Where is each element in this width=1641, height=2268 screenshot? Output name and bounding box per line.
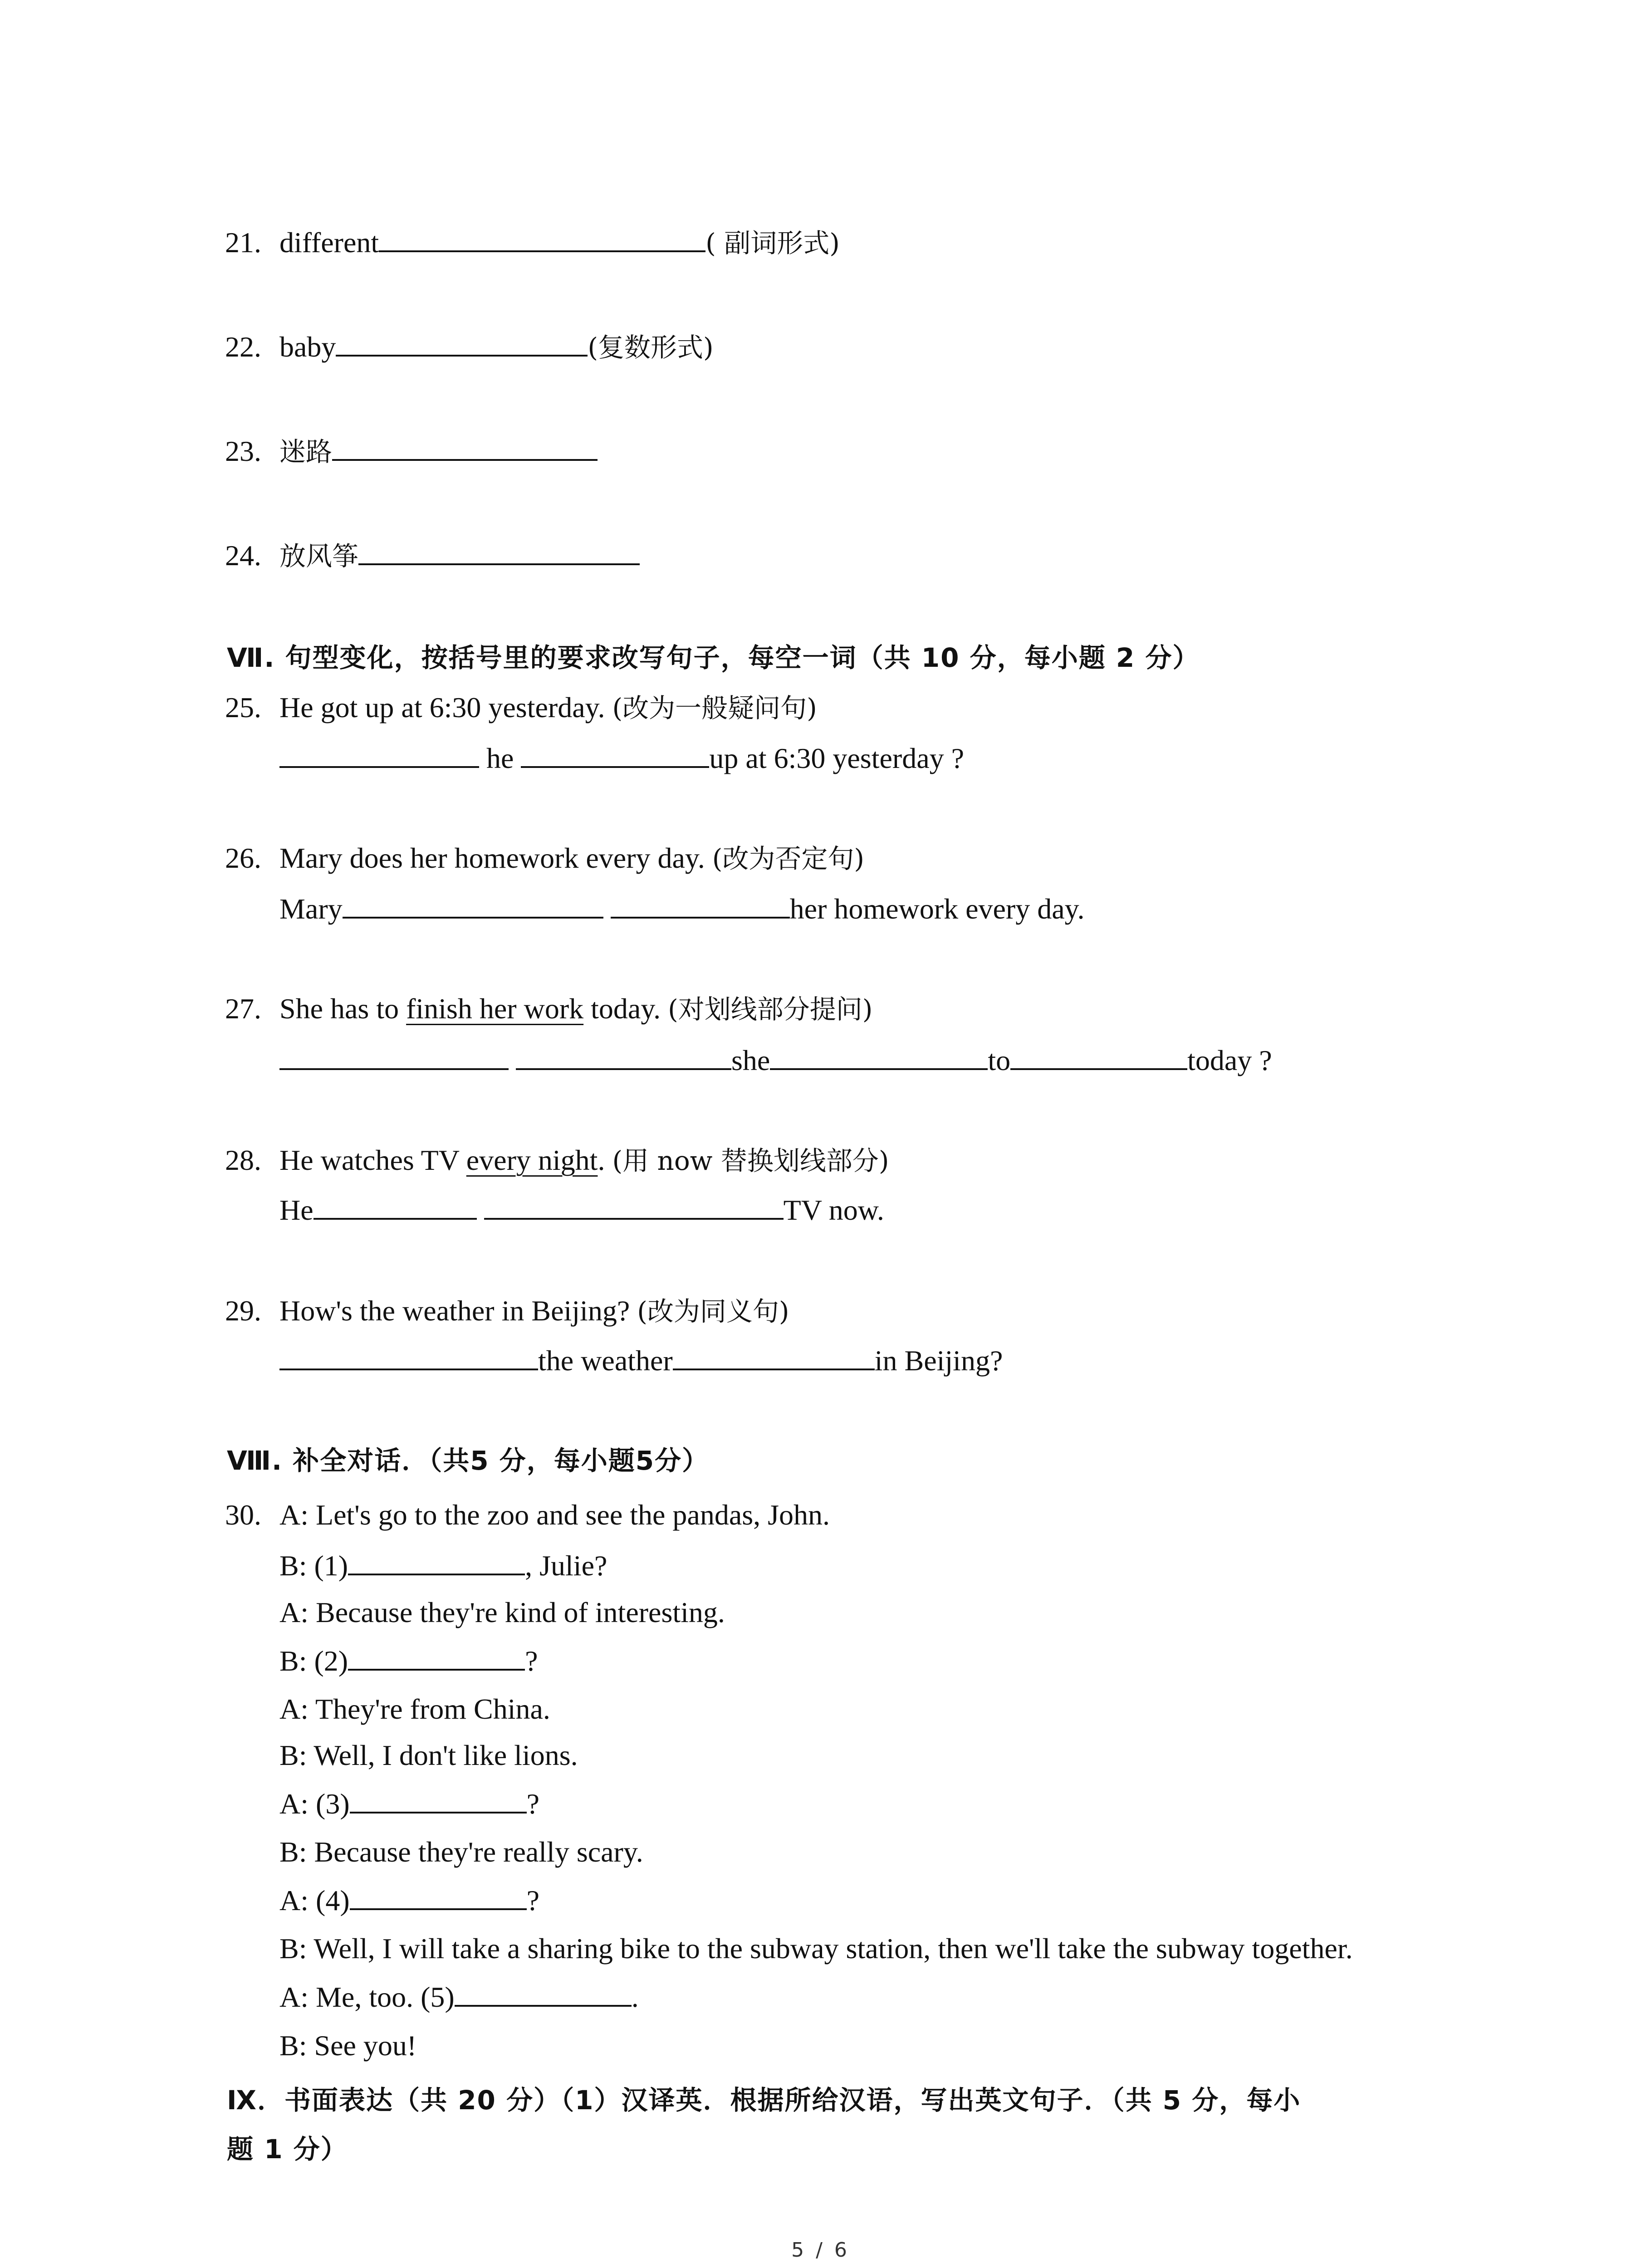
section-9-title: Ⅸ．书面表达（共 20 分）（1）汉译英．根据所给汉语，写出英文句子．（共 5 分，每小 bbox=[227, 2085, 1301, 2116]
answer-blank[interactable] bbox=[279, 1043, 509, 1070]
dialogue-line: A: They're from China. bbox=[279, 1693, 550, 1725]
answer-line-25 bbox=[279, 740, 964, 777]
dialogue-text: ? bbox=[526, 1884, 540, 1916]
question-number: 21. bbox=[225, 226, 261, 259]
question-number: 29. bbox=[225, 1295, 261, 1327]
answer-blank[interactable] bbox=[336, 329, 588, 357]
dialogue-text: ? bbox=[526, 1788, 540, 1820]
underlined-phrase: finish her work bbox=[406, 992, 584, 1025]
answer-blank[interactable] bbox=[1010, 1043, 1187, 1070]
question-21 bbox=[225, 225, 840, 261]
dialogue-line: B: Because they're really scary. bbox=[279, 1836, 643, 1868]
question-24 bbox=[225, 538, 640, 574]
answer-text: her homework every day. bbox=[789, 893, 1085, 925]
answer-blank[interactable] bbox=[455, 1980, 632, 2007]
dialogue-line bbox=[279, 1882, 539, 1919]
hint: (改为否定句) bbox=[712, 843, 865, 874]
dialogue-line bbox=[279, 1786, 539, 1822]
hint: ( 副词形式) bbox=[705, 228, 840, 259]
answer-text: he bbox=[479, 742, 521, 774]
dialogue-text: . bbox=[631, 1981, 639, 2013]
question-30 bbox=[225, 1497, 830, 1533]
question-29 bbox=[225, 1293, 789, 1329]
answer-line-29 bbox=[279, 1343, 1003, 1379]
dialogue-speaker-text: A: (4) bbox=[279, 1884, 350, 1916]
question-25 bbox=[225, 689, 817, 726]
answer-text: to bbox=[988, 1044, 1011, 1076]
answer-blank[interactable] bbox=[673, 1343, 875, 1370]
question-number: 23. bbox=[225, 435, 261, 467]
question-28 bbox=[225, 1142, 889, 1178]
dialogue-text: ? bbox=[525, 1645, 538, 1677]
hint: (用 now 替换划线部分) bbox=[612, 1145, 889, 1176]
answer-blank[interactable] bbox=[348, 1548, 525, 1575]
question-number: 30. bbox=[225, 1499, 261, 1531]
underlined-phrase: every night bbox=[466, 1144, 598, 1176]
prompt-word: baby bbox=[279, 331, 336, 363]
question-text-post: . bbox=[598, 1144, 605, 1176]
dialogue-line: B: See you! bbox=[279, 2029, 417, 2062]
dialogue-line: A: Because they're kind of interesting. bbox=[279, 1596, 725, 1628]
dialogue-speaker-text: A: (3) bbox=[279, 1788, 350, 1820]
answer-text: He bbox=[279, 1194, 314, 1226]
answer-blank[interactable] bbox=[314, 1193, 477, 1220]
question-number: 24. bbox=[225, 539, 261, 572]
answer-line-27 bbox=[279, 1042, 1272, 1079]
question-number: 25. bbox=[225, 691, 261, 723]
dialogue-speaker-text: B: (2) bbox=[279, 1645, 348, 1677]
question-number: 28. bbox=[225, 1144, 261, 1176]
question-text: Mary does her homework every day. bbox=[279, 842, 705, 874]
answer-text: TV now. bbox=[783, 1194, 884, 1226]
answer-blank[interactable] bbox=[350, 1786, 527, 1813]
prompt-word: 迷路 bbox=[279, 436, 333, 467]
answer-text: the weather bbox=[538, 1344, 673, 1377]
answer-blank[interactable] bbox=[279, 741, 479, 768]
question-22 bbox=[225, 329, 714, 365]
dialogue-line bbox=[279, 1643, 538, 1679]
question-number: 22. bbox=[225, 331, 261, 363]
answer-blank[interactable] bbox=[484, 1193, 784, 1220]
question-27 bbox=[225, 991, 872, 1027]
section-9-title-cont: 题 1 分） bbox=[227, 2134, 348, 2165]
question-text: How's the weather in Beijing? bbox=[279, 1295, 630, 1327]
answer-text: Mary bbox=[279, 893, 343, 925]
answer-blank[interactable] bbox=[521, 741, 709, 768]
dialogue-text: , Julie? bbox=[525, 1549, 607, 1582]
answer-line-26 bbox=[279, 891, 1084, 927]
prompt-word: different bbox=[279, 226, 379, 259]
dialogue-speaker-text: A: Me, too. (5) bbox=[279, 1981, 455, 2013]
section-7-title: Ⅶ. 句型变化，按括号里的要求改写句子，每空一词（共 10 分，每小题 2 分） bbox=[227, 642, 1200, 673]
dialogue-line bbox=[279, 1979, 639, 2015]
question-text-pre: He watches TV bbox=[279, 1144, 466, 1176]
answer-blank[interactable] bbox=[516, 1043, 731, 1070]
dialogue-line bbox=[279, 1548, 607, 1584]
answer-blank[interactable] bbox=[279, 1343, 538, 1370]
prompt-word: 放风筝 bbox=[279, 541, 359, 572]
answer-blank[interactable] bbox=[332, 434, 598, 461]
dialogue-speaker-text: B: (1) bbox=[279, 1549, 348, 1582]
answer-text: up at 6:30 yesterday ? bbox=[709, 742, 964, 774]
question-text-pre: She has to bbox=[279, 992, 407, 1025]
answer-blank[interactable] bbox=[358, 538, 640, 565]
dialogue-line: B: Well, I will take a sharing bike to the subway station, then we'll take the subway together. bbox=[279, 1932, 1353, 1965]
dialogue-line: A: Let's go to the zoo and see the pandas, John. bbox=[279, 1499, 830, 1531]
question-text-post: today. bbox=[583, 992, 661, 1025]
answer-blank[interactable] bbox=[343, 891, 603, 919]
dialogue-line: B: Well, I don't like lions. bbox=[279, 1739, 578, 1771]
question-23 bbox=[225, 433, 598, 469]
answer-blank[interactable] bbox=[379, 225, 705, 252]
hint: (复数形式) bbox=[588, 332, 714, 363]
answer-blank[interactable] bbox=[611, 891, 790, 919]
answer-blank[interactable] bbox=[350, 1883, 527, 1910]
hint: (对划线部分提问) bbox=[668, 994, 873, 1025]
hint: (改为同义句) bbox=[637, 1296, 789, 1327]
question-number: 27. bbox=[225, 992, 261, 1025]
question-text: He got up at 6:30 yesterday. bbox=[279, 691, 605, 723]
hint: (改为一般疑问句) bbox=[612, 693, 817, 723]
answer-text: today ? bbox=[1187, 1044, 1272, 1076]
question-number: 26. bbox=[225, 842, 261, 874]
answer-blank[interactable] bbox=[770, 1043, 988, 1070]
answer-text: she bbox=[731, 1044, 770, 1076]
section-8-title: Ⅷ. 补全对话．（共5 分，每小题5分） bbox=[227, 1445, 710, 1476]
answer-text: in Beijing? bbox=[874, 1344, 1003, 1377]
question-26 bbox=[225, 840, 864, 876]
answer-line-28 bbox=[279, 1192, 884, 1228]
page-number: 5 / 6 bbox=[791, 2239, 850, 2262]
answer-blank[interactable] bbox=[348, 1643, 525, 1671]
